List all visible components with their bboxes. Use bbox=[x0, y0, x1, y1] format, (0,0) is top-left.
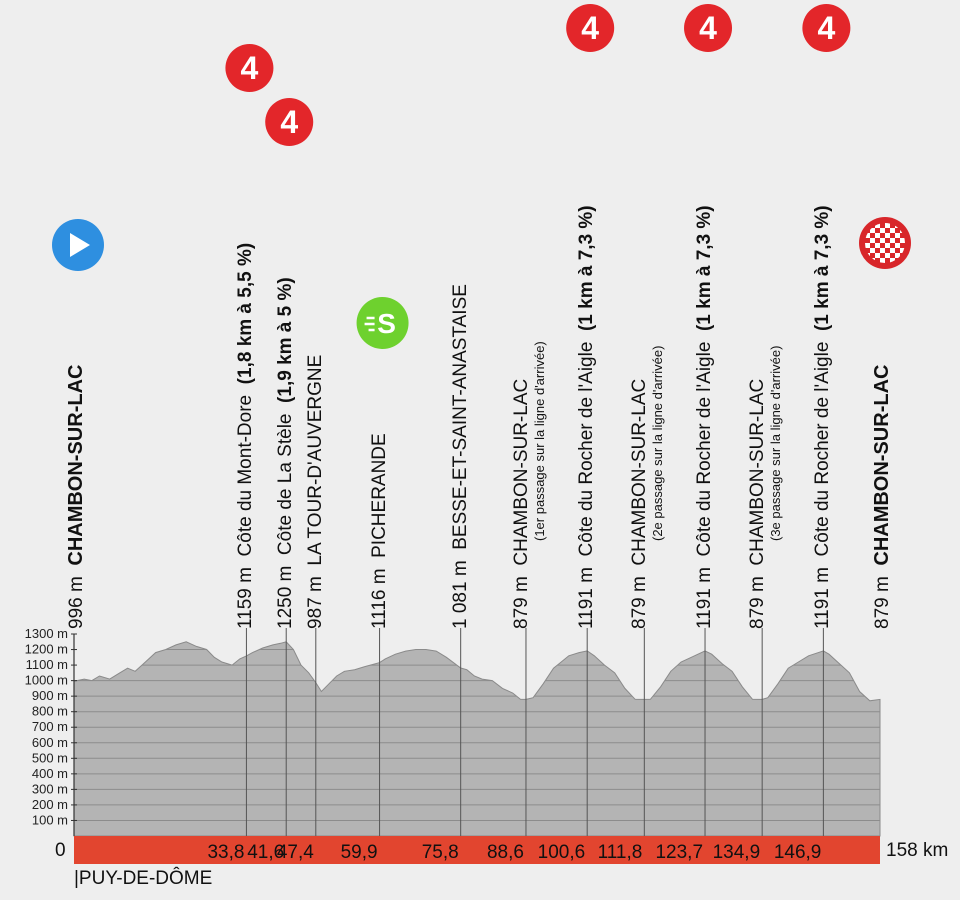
checker-square bbox=[895, 243, 900, 248]
y-tick-label: 700 m bbox=[31, 719, 68, 735]
checker-square bbox=[895, 238, 900, 243]
passage-note: (2e passage sur la ligne d'arrivée) bbox=[650, 345, 666, 541]
checker-square bbox=[900, 238, 905, 243]
waypoint-name: Côte du Rocher de l'Aigle bbox=[576, 341, 598, 557]
km-marker-label: 134,9 bbox=[712, 842, 761, 863]
checker-square bbox=[885, 223, 890, 228]
waypoint-altitude: 1 081 m bbox=[449, 560, 471, 629]
waypoint-main-line bbox=[275, 277, 297, 629]
waypoint-main-line bbox=[747, 346, 769, 629]
checker-square bbox=[880, 258, 885, 263]
waypoint-label bbox=[369, 433, 391, 629]
waypoint-main-line bbox=[511, 341, 533, 629]
checker-square bbox=[870, 233, 875, 238]
waypoint-main-line bbox=[450, 284, 472, 629]
waypoint-main-line bbox=[369, 433, 391, 629]
climb-category-badge bbox=[684, 4, 732, 52]
waypoint-main-line bbox=[65, 365, 88, 629]
km-marker-label: 88,6 bbox=[486, 842, 524, 863]
checker-square bbox=[875, 253, 880, 258]
km-marker-label: 146,9 bbox=[773, 842, 822, 863]
waypoint-label bbox=[694, 205, 716, 629]
waypoint-altitude: 1191 m bbox=[576, 567, 598, 629]
waypoint-main-line bbox=[694, 205, 716, 629]
climb-badge-label: 4 bbox=[240, 50, 259, 86]
waypoint-name: Côte du Rocher de l'Aigle bbox=[812, 341, 834, 557]
waypoint-altitude: 879 m bbox=[872, 576, 893, 629]
waypoint-name: CHAMBON-SUR-LAC bbox=[747, 378, 769, 566]
checker-square bbox=[870, 243, 875, 248]
waypoint-altitude: 1116 m bbox=[368, 568, 390, 629]
waypoint-label bbox=[305, 355, 327, 629]
checker-square bbox=[885, 233, 890, 238]
waypoint-main-line bbox=[235, 243, 257, 629]
km-marker-label: 59,9 bbox=[340, 842, 378, 863]
waypoint-altitude: 1250 m bbox=[275, 565, 297, 629]
climb-category-badge bbox=[566, 4, 614, 52]
passage-note: (3e passage sur la ligne d'arrivée) bbox=[768, 345, 784, 541]
climb-grade: (1 km à 7,3 %) bbox=[812, 205, 834, 332]
climb-category-badge bbox=[802, 4, 850, 52]
waypoint-main-line bbox=[305, 355, 327, 629]
y-tick-label: 200 m bbox=[31, 796, 68, 812]
waypoint-main-line bbox=[629, 346, 651, 629]
waypoint-label bbox=[812, 205, 834, 629]
climb-badge-label: 4 bbox=[817, 10, 836, 46]
waypoint-main-line bbox=[812, 205, 834, 629]
checker-square bbox=[890, 238, 895, 243]
waypoint-name: Côte du Mont-Dore bbox=[235, 394, 257, 557]
climb-grade: (1,9 km à 5 %) bbox=[275, 277, 297, 403]
climb-grade: (1 km à 7,3 %) bbox=[694, 205, 716, 332]
waypoint-label bbox=[747, 346, 783, 629]
checker-square bbox=[875, 233, 880, 238]
waypoint-main-line bbox=[871, 365, 894, 629]
checker-square bbox=[885, 258, 890, 263]
km-marker-label: 123,7 bbox=[655, 842, 704, 863]
climb-category-badge bbox=[265, 98, 313, 146]
end-distance-label: 158 km bbox=[886, 840, 949, 861]
waypoint-altitude: 1159 m bbox=[235, 567, 257, 629]
waypoint-label bbox=[450, 284, 472, 629]
zero-label: 0 bbox=[55, 840, 66, 861]
checker-square bbox=[880, 233, 885, 238]
checker-square bbox=[875, 238, 880, 243]
waypoint-label bbox=[235, 243, 257, 629]
waypoint-label bbox=[871, 365, 894, 629]
y-tick-label: 1200 m bbox=[24, 641, 68, 657]
checker-square bbox=[885, 243, 890, 248]
elevation-area bbox=[74, 642, 880, 836]
km-marker-label: 33,8 bbox=[207, 842, 245, 863]
checker-square bbox=[880, 238, 885, 243]
waypoint-name: CHAMBON-SUR-LAC bbox=[871, 364, 893, 566]
y-tick-label: 1100 m bbox=[25, 657, 68, 673]
checker-square bbox=[885, 238, 890, 243]
waypoint-main-line bbox=[576, 205, 598, 629]
km-marker-label: 100,6 bbox=[537, 842, 586, 863]
checker-square bbox=[865, 238, 870, 243]
waypoint-altitude: 879 m bbox=[629, 576, 651, 629]
checker-square bbox=[880, 243, 885, 248]
sprint-badge-label: S bbox=[377, 308, 396, 339]
waypoint-label bbox=[511, 341, 547, 629]
checker-square bbox=[875, 243, 880, 248]
waypoint-altitude: 879 m bbox=[510, 576, 532, 629]
waypoint-label bbox=[275, 277, 297, 629]
waypoint-altitude: 1191 m bbox=[694, 567, 716, 629]
km-marker-label: 75,8 bbox=[421, 842, 459, 863]
checker-square bbox=[870, 248, 875, 253]
waypoint-altitude: 879 m bbox=[747, 576, 769, 629]
passage-note: (1er passage sur la ligne d'arrivée) bbox=[531, 341, 547, 541]
waypoint-altitude: 1191 m bbox=[812, 567, 834, 629]
climb-grade: (1,8 km à 5,5 %) bbox=[235, 242, 257, 385]
checker-square bbox=[895, 233, 900, 238]
checker-square bbox=[880, 248, 885, 253]
waypoint-name: BESSE-ET-SAINT-ANASTAISE bbox=[449, 284, 471, 550]
checker-square bbox=[875, 228, 880, 233]
km-marker-label: 41,6 bbox=[247, 842, 285, 863]
waypoint-name: Côte de La Stèle bbox=[275, 413, 297, 556]
waypoint-name: CHAMBON-SUR-LAC bbox=[629, 378, 651, 566]
km-marker-label: 47,4 bbox=[276, 842, 314, 863]
checker-square bbox=[885, 228, 890, 233]
checker-square bbox=[880, 253, 885, 258]
checker-square bbox=[875, 248, 880, 253]
y-tick-label: 900 m bbox=[31, 688, 68, 704]
y-tick-label: 100 m bbox=[31, 812, 68, 828]
checker-square bbox=[880, 228, 885, 233]
y-tick-label: 800 m bbox=[31, 703, 68, 719]
waypoint-label bbox=[576, 205, 598, 629]
climb-badge-label: 4 bbox=[280, 104, 299, 140]
y-tick-label: 600 m bbox=[31, 734, 68, 750]
waypoint-label bbox=[629, 346, 665, 629]
checker-square bbox=[890, 243, 895, 248]
y-tick-label: 1300 m bbox=[24, 626, 68, 641]
checker-square bbox=[885, 253, 890, 258]
waypoint-name: Côte du Rocher de l'Aigle bbox=[694, 341, 716, 557]
waypoint-altitude: 987 m bbox=[304, 576, 326, 629]
waypoint-altitude: 996 m bbox=[66, 576, 87, 629]
waypoint-name: CHAMBON-SUR-LAC bbox=[510, 378, 532, 566]
checker-square bbox=[885, 248, 890, 253]
checker-square bbox=[895, 248, 900, 253]
km-marker-label: 111,8 bbox=[597, 842, 643, 863]
climb-category-badge bbox=[225, 44, 273, 92]
climb-badge-label: 4 bbox=[699, 10, 717, 46]
y-tick-label: 400 m bbox=[31, 765, 68, 781]
checker-square bbox=[865, 243, 870, 248]
climb-grade: (1 km à 7,3 %) bbox=[576, 205, 598, 332]
region-label: |PUY-DE-DÔME bbox=[74, 868, 213, 889]
checker-square bbox=[890, 233, 895, 238]
waypoint-name: CHAMBON-SUR-LAC bbox=[65, 364, 87, 566]
checker-square bbox=[900, 243, 905, 248]
waypoint-name: LA TOUR-D'AUVERGNE bbox=[304, 354, 326, 566]
checker-square bbox=[890, 248, 895, 253]
checker-square bbox=[890, 228, 895, 233]
y-tick-label: 500 m bbox=[31, 750, 68, 766]
checker-square bbox=[890, 253, 895, 258]
checker-square bbox=[880, 223, 885, 228]
climb-badge-label: 4 bbox=[581, 10, 600, 46]
waypoint-name: PICHERANDE bbox=[368, 433, 390, 558]
waypoint-label bbox=[65, 365, 88, 629]
y-tick-label: 300 m bbox=[31, 781, 68, 797]
y-tick-label: 1000 m bbox=[24, 672, 68, 688]
checker-square bbox=[870, 238, 875, 243]
